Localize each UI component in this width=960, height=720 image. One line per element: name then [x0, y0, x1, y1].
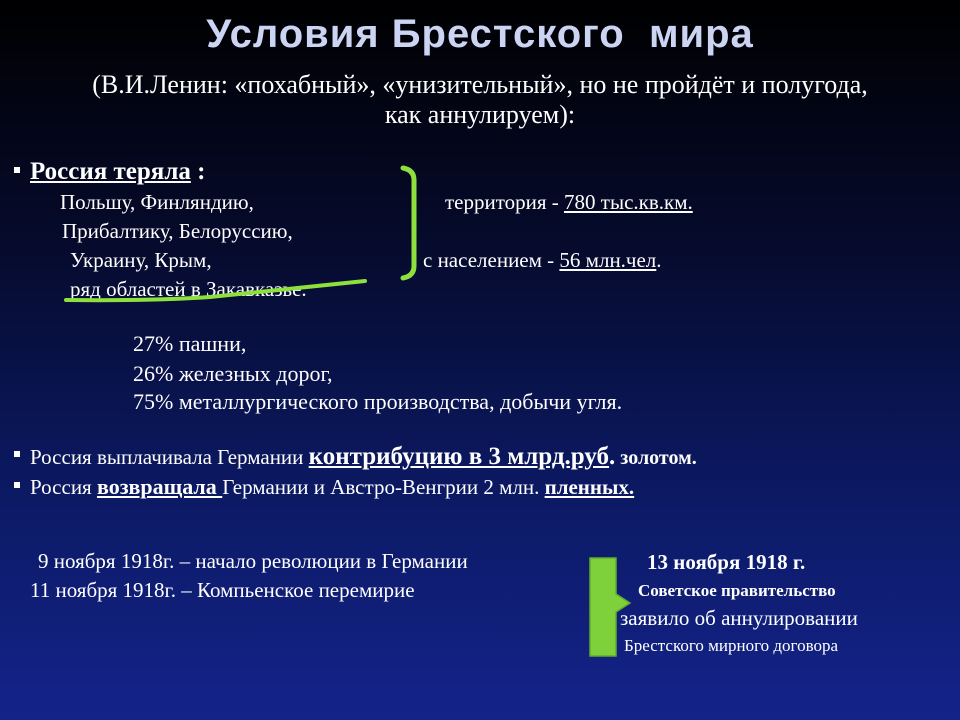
annulment-line-2: заявило об аннулировании	[620, 606, 858, 630]
lost-item-2: Прибалтику, Белоруссию,	[62, 219, 293, 243]
contribution-suffix: золотом.	[615, 447, 697, 469]
annulment-date: 13 ноября 1918 г.	[647, 550, 806, 574]
prisoners-value: возвращала	[96, 474, 223, 499]
prisoners-middle: Германии и Австро-Венгрии 2 млн.	[222, 475, 545, 499]
prisoners-end: пленных.	[544, 475, 635, 499]
population-suffix: .	[656, 248, 662, 272]
green-underline-stroke	[66, 281, 365, 300]
lenin-quote-line-2: как аннулируем):	[384, 100, 576, 129]
lost-heading-suffix: :	[190, 158, 206, 185]
territory-label: территория -	[445, 190, 565, 214]
green-arrow-icon	[590, 558, 630, 656]
lost-item-4: ряд областей в Закавказье.	[70, 277, 307, 301]
lenin-quote-line-1: (В.И.Ленин: «похабный», «унизительный», но не пройдёт и полугода,	[92, 70, 868, 99]
slide-title: Условия Брестского мира	[206, 12, 754, 56]
territory-value: 780 тыс.кв.км.	[564, 190, 693, 214]
lost-item-3: Украину, Крым,	[70, 248, 212, 272]
contribution-dot: .	[609, 443, 616, 470]
lost-heading-text: Россия теряла	[30, 158, 191, 185]
green-bracket-icon	[403, 168, 414, 278]
percent-railways: 26% железных дорог,	[133, 361, 333, 386]
revolution-event: 9 ноября 1918г. – начало революции в Германии	[38, 549, 468, 573]
annulment-line-1: Советское правительство	[638, 581, 836, 600]
lost-item-1: Польшу, Финляндию,	[60, 190, 254, 214]
prisoners-prefix: Россия	[30, 475, 97, 499]
contribution-value: контрибуцию в 3 млрд.руб	[308, 443, 610, 470]
armistice-event: 11 ноября 1918г. – Компьенское перемирие	[30, 578, 415, 602]
percent-arable: 27% пашни,	[133, 331, 247, 356]
contribution-prefix: Россия выплачивала Германии	[30, 445, 309, 469]
population-label: с населением -	[423, 248, 560, 272]
population-value: 56 млн.чел	[559, 248, 657, 272]
percent-metallurgy: 75% металлургического производства, добычи угля.	[133, 389, 623, 414]
annulment-line-3: Брестского мирного договора	[624, 636, 839, 655]
